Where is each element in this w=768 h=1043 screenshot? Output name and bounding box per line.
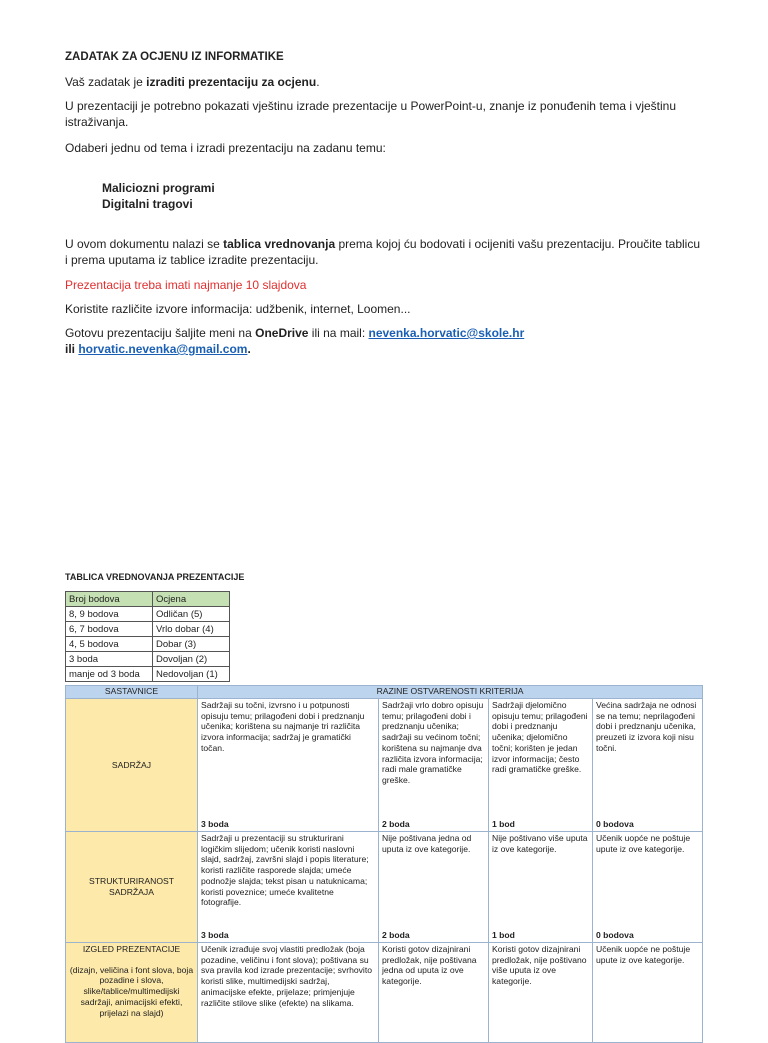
level-points: 1 bod [492, 930, 515, 941]
level-points: 2 boda [382, 819, 410, 830]
table-row [66, 699, 703, 832]
evaluation-text: U ovom dokumentu nalazi se [65, 237, 224, 251]
document-title: ZADATAK ZA OCJENU IZ INFORMATIKE [65, 51, 284, 63]
points-cell: 8, 9 bodova [66, 607, 153, 622]
submission-text: Gotovu prezentaciju šaljite meni na [65, 326, 256, 340]
level-description: Većina sadržaja ne odnosi se na temu; neprilagođeni dobi i predznanju učenika, preuzeti iz izvora koji nisu točni. [596, 700, 697, 753]
level-cell [198, 699, 379, 832]
level-cell [379, 943, 489, 1043]
topic-list [102, 180, 215, 212]
criterion-cell [66, 832, 198, 943]
evaluation-bold: tablica vrednovanja [223, 237, 336, 251]
intro-text: Vaš zadatak je [65, 75, 147, 89]
table-row [66, 832, 703, 943]
topic-item: Maliciozni programi [102, 181, 215, 195]
points-cell: 4, 5 bodova [66, 637, 153, 652]
table-row [66, 607, 230, 622]
grades-table-title: TABLICA VREDNOVANJA PREZENTACIJE [65, 572, 245, 582]
intro-end: . [316, 75, 320, 89]
level-points: 3 boda [201, 930, 229, 941]
level-description: Učenik izrađuje svoj vlastiti predložak (boja pozadine, veličinu i font slova); poštivana su sva pravila kod izrade prezentacije; svrhovito koristi slike, multimedijski sadržaj, animacijske efekte, prijelaze; primjenjuje različite stilove slike (efekte) na slikama. [201, 944, 373, 1008]
level-cell [489, 943, 593, 1043]
level-description: Učenik uopće ne poštuje upute iz ove kategorije. [596, 944, 691, 965]
level-points: 2 boda [382, 930, 410, 941]
level-description: Sadržaji djelomično opisuju temu; prilagođeni dobi i predznanju učenika; djelomično točni; korišten je jedan izvor informacija; često radi gramatičke greške. [492, 700, 588, 775]
task-paragraph: U prezentaciji je potrebno pokazati vještinu izrade prezentacije u PowerPoint-u, znanje iz ponuđenih tema i vještinu istraživanja. [65, 99, 677, 129]
submission-end: . [247, 342, 251, 356]
level-cell [379, 699, 489, 832]
level-cell [198, 943, 379, 1043]
email-link-gmail[interactable]: horvatic.nevenka@gmail.com [78, 342, 248, 356]
points-cell: manje od 3 boda [66, 667, 153, 682]
level-description: Koristi gotov dizajnirani predložak, nije poštivano više uputa iz ove kategorije. [492, 944, 587, 987]
onedrive-label: OneDrive [255, 326, 309, 340]
submission-paragraph [65, 325, 524, 357]
intro-bold: izraditi prezentaciju za ocjenu [146, 75, 317, 89]
email-link-school[interactable]: nevenka.horvatic@skole.hr [368, 326, 525, 340]
table-row [66, 943, 703, 1043]
level-description: Nije poštivana jedna od uputa iz ove kategorije. [382, 833, 472, 854]
level-description: Sadržaji vrlo dobro opisuju temu; prilagođeni dobi i predznanju učenika; sadržaji su većinom točni; korištena su najmanje dva različita izvora informacija; radi male gramatičke greške. [382, 700, 484, 785]
rubric-header-components: SASTAVNICE [66, 686, 198, 699]
choose-topic-paragraph: Odaberi jednu od tema i izradi prezentaciju na zadanu temu: [65, 141, 386, 155]
level-cell [489, 832, 593, 943]
level-points: 0 bodova [596, 819, 634, 830]
grade-cell: Vrlo dobar (4) [153, 622, 230, 637]
criterion-note: (dizajn, veličina i font slova, boja pozadine i slova, slike/tablice/multimedijski sadržaji, animacijski efekti, prijelazi na slajd) [69, 964, 194, 1018]
rubric-table [65, 685, 703, 1043]
evaluation-paragraph [65, 236, 705, 268]
level-points: 1 bod [492, 819, 515, 830]
level-description: Nije poštivano više uputa iz ove kategorije. [492, 833, 588, 854]
level-description: Sadržaji su točni, izvrsno i u potpunosti opisuju temu; prilagođeni dobi i predznanju učenika; korištena su najmanje tri različita izvora informacija; sadržaj je gramatički točan. [201, 700, 365, 753]
level-cell [198, 832, 379, 943]
grades-header-cell: Ocjena [153, 592, 230, 607]
level-cell [379, 832, 489, 943]
level-description: Sadržaji u prezentaciji su strukturirani logičkim slijedom; učenik koristi naslovni slajd, sadržaj, završni slajd i popis literature; koristi različite rasporede slajda; umeće podnožje slajda; tekst pisan u natuknicama; koristi poveznice; umeće kvalitetne fotografije. [201, 833, 369, 908]
criterion-label: SADRŽAJ [111, 759, 152, 770]
submission-mid: ili na mail: [308, 326, 369, 340]
rubric-header-row [66, 686, 703, 699]
criterion-label: IZGLED PREZENTACIJE [82, 944, 181, 954]
grade-cell: Dovoljan (2) [153, 652, 230, 667]
grade-cell: Dobar (3) [153, 637, 230, 652]
table-row [66, 637, 230, 652]
level-description: Koristi gotov dizajnirani predložak, nije poštivana jedna od uputa iz ove kategorije. [382, 944, 477, 987]
slide-count-requirement: Prezentacija treba imati najmanje 10 slajdova [65, 278, 307, 292]
criterion-cell [66, 699, 198, 832]
grades-header-row [66, 592, 230, 607]
level-description: Učenik uopće ne poštuje upute iz ove kategorije. [596, 833, 691, 854]
topic-item: Digitalni tragovi [102, 197, 193, 211]
sources-paragraph: Koristite različite izvore informacija: udžbenik, internet, Loomen... [65, 302, 411, 316]
level-cell [593, 832, 703, 943]
grades-table [65, 591, 230, 682]
rubric-header-levels: RAZINE OSTVARENOSTI KRITERIJA [198, 686, 703, 699]
points-cell: 3 boda [66, 652, 153, 667]
grade-cell: Nedovoljan (1) [153, 667, 230, 682]
level-cell [593, 699, 703, 832]
intro-paragraph [65, 74, 320, 90]
grade-cell: Odličan (5) [153, 607, 230, 622]
level-cell [489, 699, 593, 832]
points-cell: 6, 7 bodova [66, 622, 153, 637]
criterion-cell [66, 943, 198, 1043]
grades-header-cell: Broj bodova [66, 592, 153, 607]
level-cell [593, 943, 703, 1043]
or-label: ili [65, 342, 79, 356]
level-points: 0 bodova [596, 930, 634, 941]
evaluation-text-end: prema kojoj ću bodovati i ocijeniti vašu prezentaciju. Proučite tablicu i prema uputama iz tablice izradite prezentaciju. [65, 237, 700, 267]
table-row [66, 667, 230, 682]
criterion-label: STRUKTURIRANOST SADRŽAJA [89, 876, 174, 897]
table-row [66, 652, 230, 667]
table-row [66, 622, 230, 637]
level-points: 3 boda [201, 819, 229, 830]
